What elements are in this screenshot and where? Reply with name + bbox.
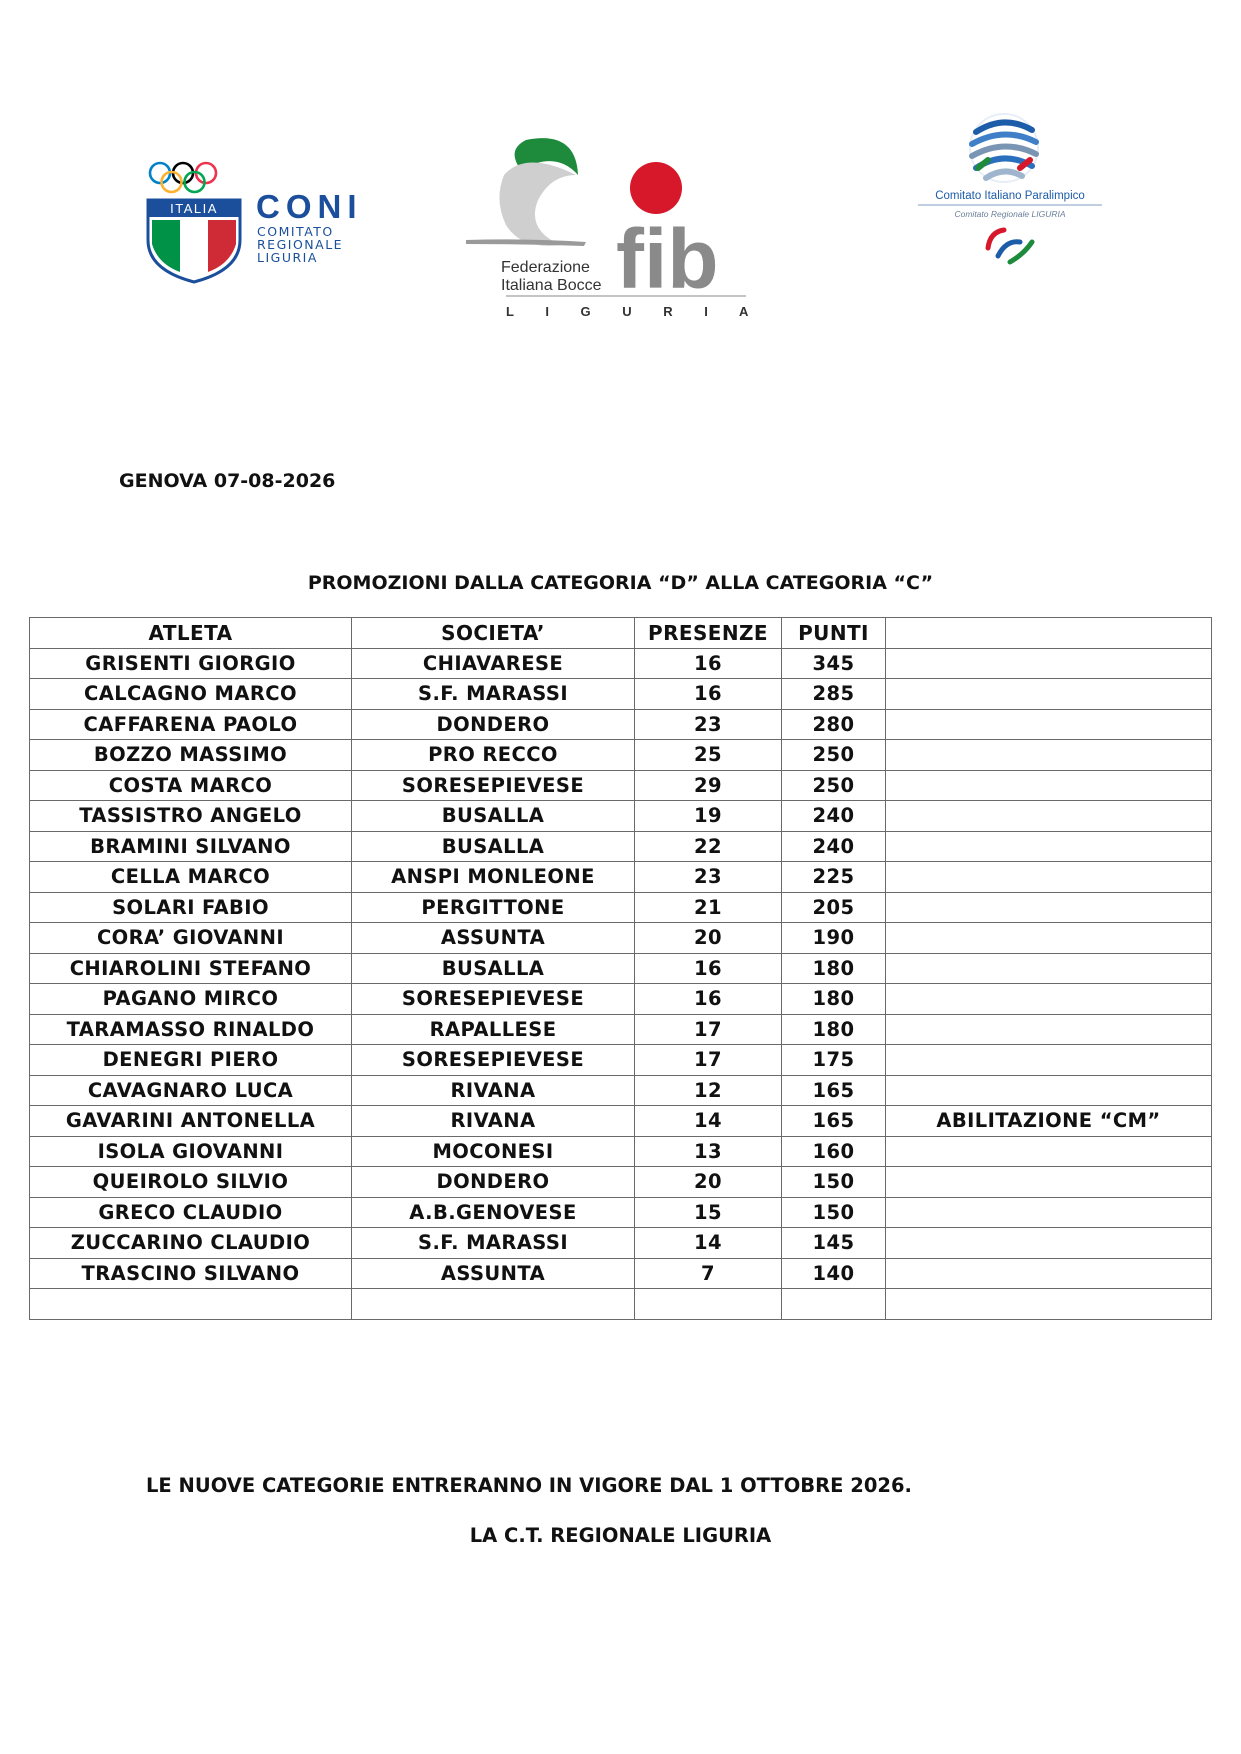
cell-presenze: 16	[635, 984, 782, 1015]
table-row	[30, 740, 1212, 771]
column-header-presenze: PRESENZE	[635, 618, 782, 649]
footer-signature: LA C.T. REGIONALE LIGURIA	[469, 1524, 772, 1547]
cell-societa: PERGITTONE	[352, 892, 635, 923]
cell-atleta: CORA’ GIOVANNI	[30, 923, 352, 954]
cell-atleta: TRASCINO SILVANO	[30, 1258, 352, 1289]
promotions-table	[29, 617, 1212, 1320]
cell-societa: S.F. MARASSI	[352, 679, 635, 710]
cell-presenze: 19	[635, 801, 782, 832]
cell-atleta: BOZZO MASSIMO	[30, 740, 352, 771]
cell-punti: 205	[782, 892, 886, 923]
cell-presenze: 16	[635, 679, 782, 710]
cell-punti: 345	[782, 648, 886, 679]
cell-punti: 165	[782, 1075, 886, 1106]
cell-atleta: GAVARINI ANTONELLA	[30, 1106, 352, 1137]
cip-name: Comitato Italiano Paralimpico	[935, 190, 1085, 202]
cell-note	[886, 923, 1212, 954]
cell-note	[886, 1167, 1212, 1198]
cell-note	[886, 1289, 1212, 1320]
cell-note	[886, 953, 1212, 984]
fib-line-2: Italiana Bocce	[501, 277, 602, 294]
cell-societa: BUSALLA	[352, 953, 635, 984]
cell-societa: MOCONESI	[352, 1136, 635, 1167]
cell-atleta: GRECO CLAUDIO	[30, 1197, 352, 1228]
cell-societa: ANSPI MONLEONE	[352, 862, 635, 893]
table-row	[30, 679, 1212, 710]
column-header-punti: PUNTI	[782, 618, 886, 649]
cell-note	[886, 770, 1212, 801]
cell-presenze: 23	[635, 862, 782, 893]
cell-societa: CHIAVARESE	[352, 648, 635, 679]
cell-societa: RIVANA	[352, 1106, 635, 1137]
cell-societa: S.F. MARASSI	[352, 1228, 635, 1259]
cell-note: ABILITAZIONE “CM”	[886, 1106, 1212, 1137]
cell-note	[886, 1258, 1212, 1289]
cell-note	[886, 679, 1212, 710]
cell-punti: 225	[782, 862, 886, 893]
cell-presenze: 20	[635, 923, 782, 954]
agitos-icon	[988, 230, 1032, 262]
cell-atleta: COSTA MARCO	[30, 770, 352, 801]
cip-logo	[910, 110, 1110, 285]
coni-line-2: REGIONALE	[257, 237, 344, 252]
table-row	[30, 1289, 1212, 1320]
date-line: GENOVA 07-08-2026	[119, 470, 336, 492]
cell-atleta: GRISENTI GIORGIO	[30, 648, 352, 679]
cell-societa: PRO RECCO	[352, 740, 635, 771]
table-row	[30, 801, 1212, 832]
cell-societa	[352, 1289, 635, 1320]
cell-note	[886, 801, 1212, 832]
cell-societa: DONDERO	[352, 1167, 635, 1198]
cell-presenze: 20	[635, 1167, 782, 1198]
table-row	[30, 984, 1212, 1015]
cell-presenze: 17	[635, 1045, 782, 1076]
cell-presenze: 13	[635, 1136, 782, 1167]
cell-societa: BUSALLA	[352, 831, 635, 862]
cell-punti: 160	[782, 1136, 886, 1167]
cell-atleta: TARAMASSO RINALDO	[30, 1014, 352, 1045]
cell-atleta: QUEIROLO SILVIO	[30, 1167, 352, 1198]
cell-punti: 180	[782, 1014, 886, 1045]
cell-presenze: 16	[635, 953, 782, 984]
fib-logo	[466, 130, 766, 320]
column-header-note	[886, 618, 1212, 649]
cell-societa: DONDERO	[352, 709, 635, 740]
cell-punti: 150	[782, 1197, 886, 1228]
cell-note	[886, 1045, 1212, 1076]
cell-societa: SORESEPIEVESE	[352, 984, 635, 1015]
table-row	[30, 862, 1212, 893]
cell-presenze: 15	[635, 1197, 782, 1228]
cell-presenze: 12	[635, 1075, 782, 1106]
cell-punti: 240	[782, 831, 886, 862]
cell-punti: 240	[782, 801, 886, 832]
cell-atleta: CAFFARENA PAOLO	[30, 709, 352, 740]
cell-presenze: 29	[635, 770, 782, 801]
coni-line-1: COMITATO	[257, 224, 334, 239]
cell-punti: 165	[782, 1106, 886, 1137]
cell-presenze: 17	[635, 1014, 782, 1045]
cell-atleta: DENEGRI PIERO	[30, 1045, 352, 1076]
cell-presenze: 25	[635, 740, 782, 771]
cell-note	[886, 862, 1212, 893]
cell-punti: 180	[782, 984, 886, 1015]
cell-atleta: CALCAGNO MARCO	[30, 679, 352, 710]
coni-name: CONI	[256, 188, 363, 225]
coni-line-3: LIGURIA	[257, 250, 318, 265]
cell-punti: 250	[782, 770, 886, 801]
cell-societa: BUSALLA	[352, 801, 635, 832]
cell-presenze: 21	[635, 892, 782, 923]
cell-note	[886, 1014, 1212, 1045]
cell-presenze: 22	[635, 831, 782, 862]
cell-note	[886, 648, 1212, 679]
cell-punti: 150	[782, 1167, 886, 1198]
cell-societa: RAPALLESE	[352, 1014, 635, 1045]
cell-atleta	[30, 1289, 352, 1320]
cell-note	[886, 1197, 1212, 1228]
footer-note: LE NUOVE CATEGORIE ENTRERANNO IN VIGORE DAL 1 OTTOBRE 2026.	[146, 1474, 912, 1497]
table-row	[30, 953, 1212, 984]
column-header-atleta: ATLETA	[30, 618, 352, 649]
cell-presenze: 14	[635, 1106, 782, 1137]
cip-sub: Comitato Regionale LIGURIA	[954, 209, 1066, 219]
cell-societa: SORESEPIEVESE	[352, 1045, 635, 1076]
cell-punti: 285	[782, 679, 886, 710]
table-row	[30, 923, 1212, 954]
cell-note	[886, 1136, 1212, 1167]
table-row	[30, 1045, 1212, 1076]
cell-atleta: CAVAGNARO LUCA	[30, 1075, 352, 1106]
table-row	[30, 1106, 1212, 1137]
cell-note	[886, 984, 1212, 1015]
cell-note	[886, 831, 1212, 862]
cell-societa: RIVANA	[352, 1075, 635, 1106]
cell-atleta: SOLARI FABIO	[30, 892, 352, 923]
cell-note	[886, 740, 1212, 771]
cell-note	[886, 1228, 1212, 1259]
cell-atleta: ZUCCARINO CLAUDIO	[30, 1228, 352, 1259]
coni-logo	[144, 160, 414, 285]
cell-atleta: TASSISTRO ANGELO	[30, 801, 352, 832]
cell-punti: 140	[782, 1258, 886, 1289]
cell-atleta: BRAMINI SILVANO	[30, 831, 352, 862]
coni-banner-text: ITALIA	[170, 201, 218, 216]
cell-atleta: CHIAROLINI STEFANO	[30, 953, 352, 984]
cell-atleta: PAGANO MIRCO	[30, 984, 352, 1015]
cell-punti: 190	[782, 923, 886, 954]
cell-punti: 280	[782, 709, 886, 740]
cell-atleta: ISOLA GIOVANNI	[30, 1136, 352, 1167]
cell-punti	[782, 1289, 886, 1320]
table-row	[30, 1014, 1212, 1045]
fib-region: L I G U R I A	[506, 304, 763, 319]
table-row	[30, 1228, 1212, 1259]
table-body	[30, 648, 1212, 1319]
cip-globe-icon	[970, 114, 1038, 182]
cell-punti: 250	[782, 740, 886, 771]
cell-note	[886, 709, 1212, 740]
table-header-row	[30, 618, 1212, 649]
cell-presenze: 23	[635, 709, 782, 740]
cell-punti: 145	[782, 1228, 886, 1259]
table-row	[30, 1075, 1212, 1106]
cell-note	[886, 1075, 1212, 1106]
table-row	[30, 709, 1212, 740]
cell-presenze: 7	[635, 1258, 782, 1289]
table-row	[30, 770, 1212, 801]
olympic-rings-icon	[150, 163, 216, 192]
table-row	[30, 648, 1212, 679]
cell-societa: ASSUNTA	[352, 1258, 635, 1289]
cell-presenze: 16	[635, 648, 782, 679]
document-title: PROMOZIONI DALLA CATEGORIA “D” ALLA CATEGORIA “C”	[307, 572, 934, 594]
table-row	[30, 892, 1212, 923]
fib-line-1: Federazione	[501, 259, 590, 276]
table-row	[30, 1167, 1212, 1198]
cell-societa: ASSUNTA	[352, 923, 635, 954]
column-header-societa: SOCIETA’	[352, 618, 635, 649]
table-row	[30, 1136, 1212, 1167]
cell-presenze	[635, 1289, 782, 1320]
table-row	[30, 1197, 1212, 1228]
cell-punti: 175	[782, 1045, 886, 1076]
fib-mark: fib	[616, 212, 719, 306]
cell-punti: 180	[782, 953, 886, 984]
cell-societa: A.B.GENOVESE	[352, 1197, 635, 1228]
cell-societa: SORESEPIEVESE	[352, 770, 635, 801]
cell-presenze: 14	[635, 1228, 782, 1259]
cell-atleta: CELLA MARCO	[30, 862, 352, 893]
table-row	[30, 831, 1212, 862]
table-row	[30, 1258, 1212, 1289]
cell-note	[886, 892, 1212, 923]
